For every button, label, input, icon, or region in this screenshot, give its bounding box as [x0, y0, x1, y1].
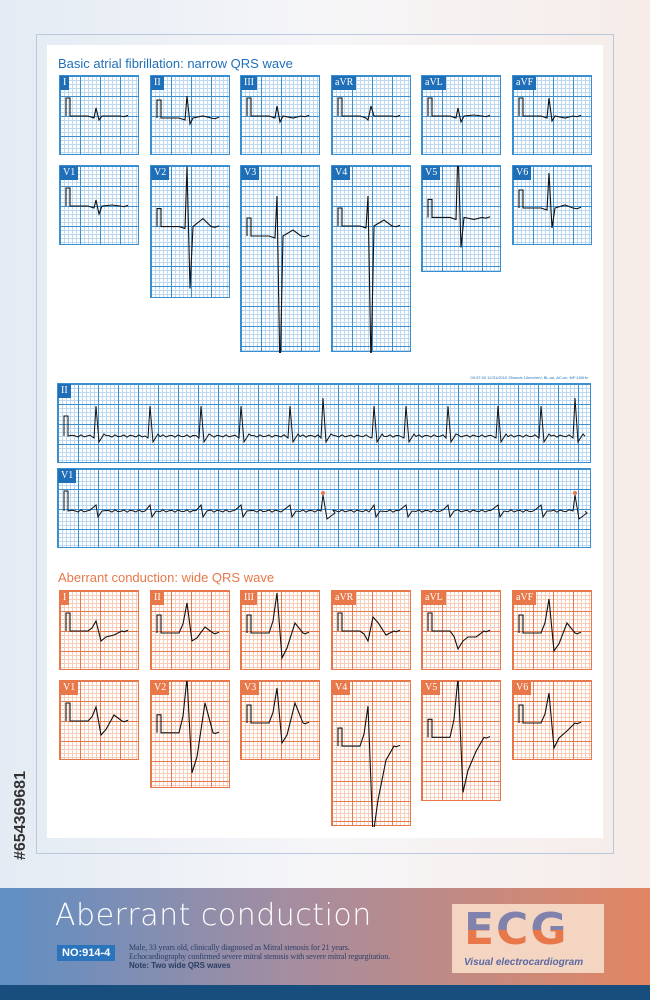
- lead-label: I: [60, 591, 69, 605]
- ecg-trace: [422, 76, 502, 156]
- lead-label: V6: [513, 166, 531, 180]
- narrow-lead-avl: [421, 75, 501, 155]
- wide-lead-v3: [240, 680, 320, 760]
- lead-label: V2: [151, 681, 169, 695]
- ecg-trace: [58, 469, 592, 549]
- ecg-trace: [60, 76, 140, 156]
- case-description: [129, 943, 444, 970]
- lead-label: V2: [151, 166, 169, 180]
- narrow-lead-v5: [421, 165, 501, 272]
- lead-label: aVF: [513, 591, 536, 605]
- lead-label: V3: [241, 166, 259, 180]
- rhythm-strip-ii: [57, 375, 591, 463]
- lead-label: aVL: [422, 76, 446, 90]
- ecg-trace: [60, 166, 140, 246]
- wide-lead-ii: [150, 590, 230, 670]
- ecg-trace: [513, 591, 593, 671]
- ecg-trace: [241, 166, 321, 353]
- case-number-badge: NO:914-4: [57, 945, 115, 961]
- desc-line-2: Echocardiography confirmed severe mitral stenosis with severe mitral regurgitation.: [129, 952, 391, 961]
- wide-lead-avr: [331, 590, 411, 670]
- wide-lead-v5: [421, 680, 501, 801]
- ecg-trace: [513, 166, 593, 246]
- ecg-trace: [332, 166, 412, 353]
- ecg-trace: [151, 591, 231, 671]
- ecg-trace: [513, 76, 593, 156]
- lead-label: aVR: [332, 76, 356, 90]
- narrow-lead-v1: [59, 165, 139, 245]
- desc-line-1: Male, 33 years old, clinically diagnosed as Mitral stenosis for 21 years.: [129, 943, 350, 952]
- wide-lead-avf: [512, 590, 592, 670]
- ecg-trace: [60, 591, 140, 671]
- wide-lead-iii: [240, 590, 320, 670]
- desc-note: Note: Two wide QRS waves: [129, 961, 231, 970]
- footer-bar: [0, 985, 650, 1000]
- ecg-trace: [58, 384, 592, 464]
- wide-lead-v4: [331, 680, 411, 826]
- section-title-narrow: Basic atrial fibrillation: narrow QRS wave: [58, 56, 293, 71]
- lead-label: II: [151, 76, 164, 90]
- wide-lead-avl: [421, 590, 501, 670]
- ecg-trace: [422, 166, 502, 273]
- ecg-trace: [60, 681, 140, 761]
- ecg-trace: [513, 681, 593, 761]
- lead-label: aVL: [422, 591, 446, 605]
- ecg-trace: [241, 591, 321, 671]
- banner-title: Aberrant conduction: [55, 898, 372, 933]
- ecg-trace: [241, 76, 321, 156]
- narrow-lead-v2: [150, 165, 230, 298]
- wide-lead-v1: [59, 680, 139, 760]
- lead-label: V1: [60, 166, 78, 180]
- ecg-trace: [422, 591, 502, 671]
- logo-text: ECG: [464, 904, 569, 955]
- narrow-lead-v4: [331, 165, 411, 352]
- ecg-trace: [332, 591, 412, 671]
- lead-label: III: [241, 591, 257, 605]
- wide-lead-v6: [512, 680, 592, 760]
- narrow-lead-v3: [240, 165, 320, 352]
- rhythm-strip-v1: [57, 468, 591, 548]
- lead-label: II: [58, 384, 71, 398]
- lead-label: aVF: [513, 76, 536, 90]
- lead-label: aVR: [332, 591, 356, 605]
- recording-info: 09:37:00 12/31/2010 25mm/s 10mm/mV, BL:on, AC:on, MF:150Hz: [470, 375, 588, 380]
- section-title-wide: Aberrant conduction: wide QRS wave: [58, 570, 275, 585]
- narrow-lead-v6: [512, 165, 592, 245]
- ecg-trace: [151, 166, 231, 299]
- lead-label: V3: [241, 681, 259, 695]
- narrow-lead-iii: [240, 75, 320, 155]
- lead-label: V5: [422, 681, 440, 695]
- lead-label: I: [60, 76, 69, 90]
- narrow-lead-avf: [512, 75, 592, 155]
- marker-dot: [573, 491, 577, 495]
- lead-label: V6: [513, 681, 531, 695]
- ecg-trace: [241, 681, 321, 761]
- ecg-trace: [422, 681, 502, 802]
- marker-dot: [321, 491, 325, 495]
- wide-lead-v2: [150, 680, 230, 788]
- ecg-trace: [332, 681, 412, 827]
- stock-id: #654369681: [12, 771, 29, 860]
- ecg-trace: [332, 76, 412, 156]
- ecg-trace: [151, 76, 231, 156]
- narrow-lead-i: [59, 75, 139, 155]
- lead-label: V1: [60, 681, 78, 695]
- lead-label: V4: [332, 166, 350, 180]
- lead-label: V5: [422, 166, 440, 180]
- info-banner: [0, 888, 650, 985]
- lead-label: II: [151, 591, 164, 605]
- narrow-lead-avr: [331, 75, 411, 155]
- wide-lead-i: [59, 590, 139, 670]
- lead-label: V1: [58, 469, 76, 483]
- lead-label: V4: [332, 681, 350, 695]
- lead-label: III: [241, 76, 257, 90]
- ecg-logo: [452, 904, 604, 973]
- logo-subtitle: Visual electrocardiogram: [464, 957, 584, 968]
- narrow-lead-ii: [150, 75, 230, 155]
- ecg-trace: [151, 681, 231, 789]
